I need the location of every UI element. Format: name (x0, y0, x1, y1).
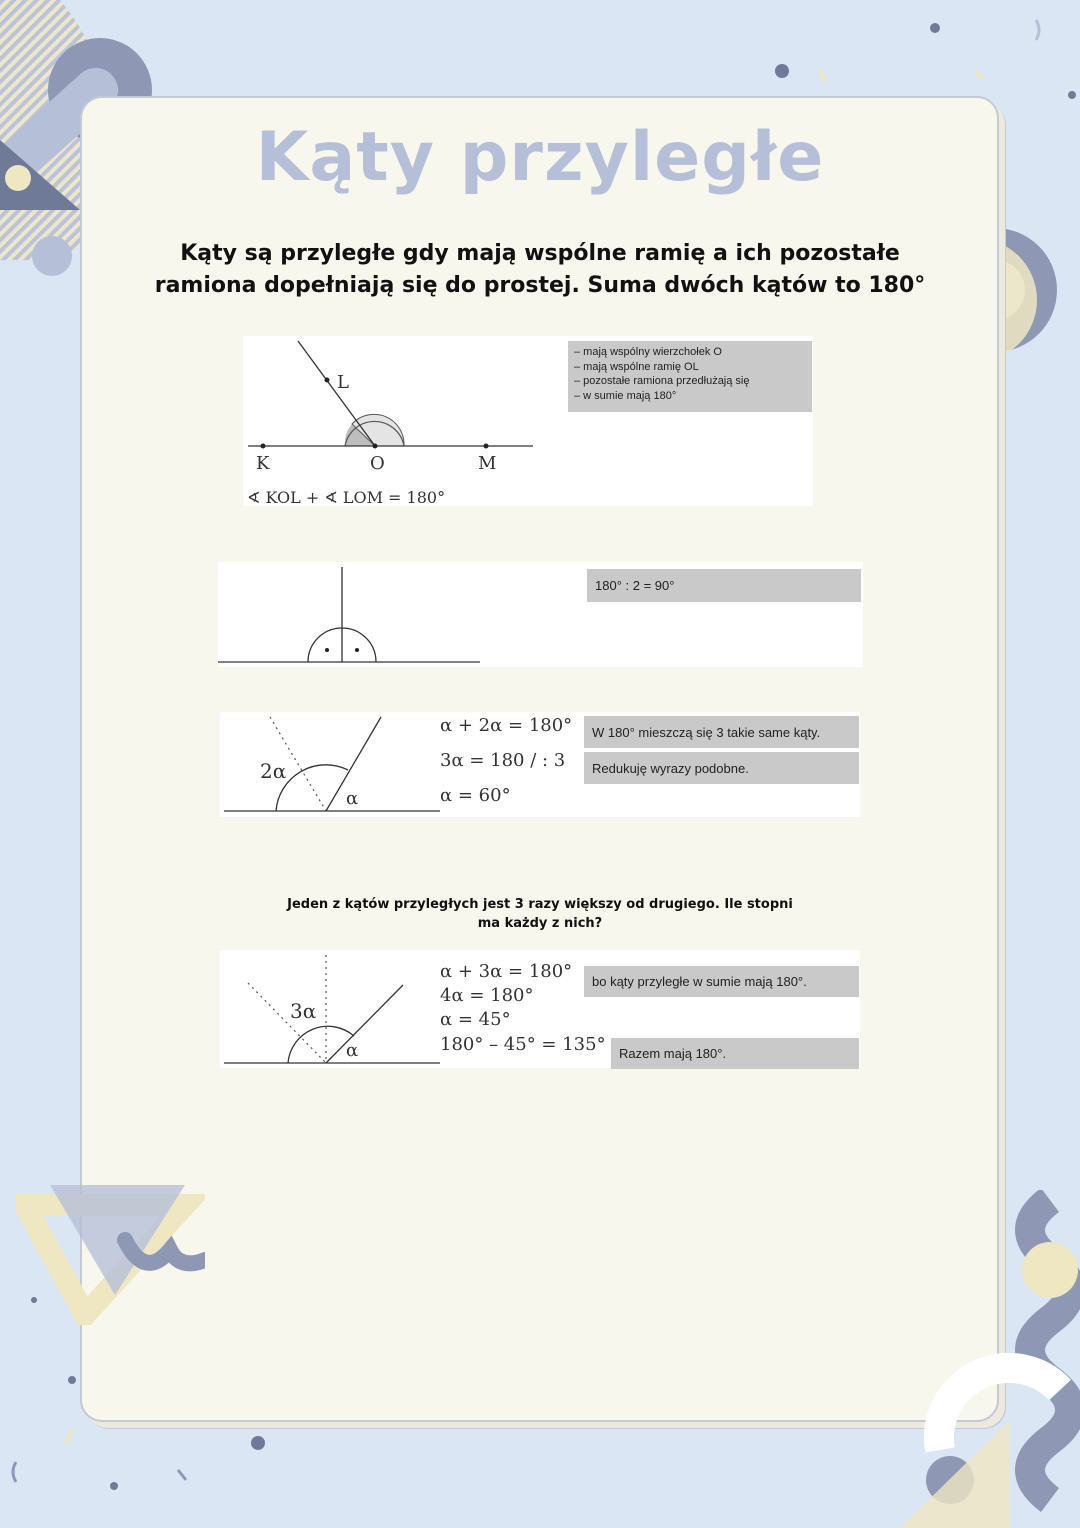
label-alpha: α (346, 788, 359, 809)
label-3alpha: 3α (290, 999, 317, 1023)
exercise-question (270, 895, 810, 933)
example4-line-1: α + 3α = 180° (440, 961, 573, 982)
example4-line-3: α = 45° (440, 1009, 511, 1030)
example1-figure (243, 336, 543, 506)
decorative-shapes-bottom-right (900, 1190, 1080, 1528)
dotted-ray-1 (248, 983, 326, 1063)
right-angle-dot (325, 648, 329, 652)
note-line: – w sumie mają 180° (574, 389, 677, 402)
point-o (373, 444, 378, 449)
example3-note-1: W 180° mieszczą się 3 takie same kąty. (584, 716, 859, 748)
point-k (261, 444, 266, 449)
example1-notes (568, 341, 812, 412)
example3-line-3: α = 60° (440, 785, 511, 806)
ray (326, 985, 403, 1063)
right-angle-dot (355, 648, 359, 652)
label-k: K (256, 453, 270, 474)
example3-note-2: Redukuję wyrazy podobne. (584, 752, 859, 784)
page-title: Kąty przyległe (255, 118, 825, 197)
question-line-2: ma każdy z nich? (477, 916, 603, 931)
decorative-shapes-bottom-left (15, 1175, 205, 1325)
example3-figure (220, 712, 450, 817)
note-line: – mają wspólne ramię OL (574, 360, 699, 373)
example2-figure (218, 562, 488, 667)
label-alpha: α (346, 1040, 359, 1061)
example4-line-2: 4α = 180° (440, 985, 534, 1006)
example2-note: 180° : 2 = 90° (587, 569, 861, 602)
label-l: L (337, 372, 349, 393)
example3-line-1: α + 2α = 180° (440, 715, 573, 736)
note-line: – mają wspólny wierzchołek O (574, 346, 722, 358)
example4-line-4: 180° – 45° = 135° (440, 1034, 606, 1055)
example1-equation: ∢ KOL + ∢ LOM = 180° (247, 488, 446, 506)
example4-note-2: Razem mają 180°. (611, 1038, 859, 1069)
note-line: – pozostałe ramiona przedłużają się (574, 375, 750, 387)
label-o: O (370, 453, 385, 474)
example4-note-1: bo kąty przyległe w sumie mają 180°. (584, 966, 859, 997)
question-line-1: Jeden z kątów przyległych jest 3 razy większy od drugiego. Ile stopni (287, 897, 793, 912)
label-m: M (478, 453, 497, 474)
point-m (484, 444, 489, 449)
example4-figure (220, 950, 450, 1068)
example3-line-2: 3α = 180 / : 3 (440, 750, 566, 771)
point-l (325, 378, 330, 383)
intro-definition: Kąty są przyległe gdy mają wspólne ramię a ich pozostałe ramiona dopełniają się do prostej. Suma dwóch kątów to 180° (154, 241, 926, 298)
label-2alpha: 2α (260, 759, 287, 783)
angle-arc-2alpha (276, 765, 348, 811)
ray-ol (298, 341, 375, 446)
